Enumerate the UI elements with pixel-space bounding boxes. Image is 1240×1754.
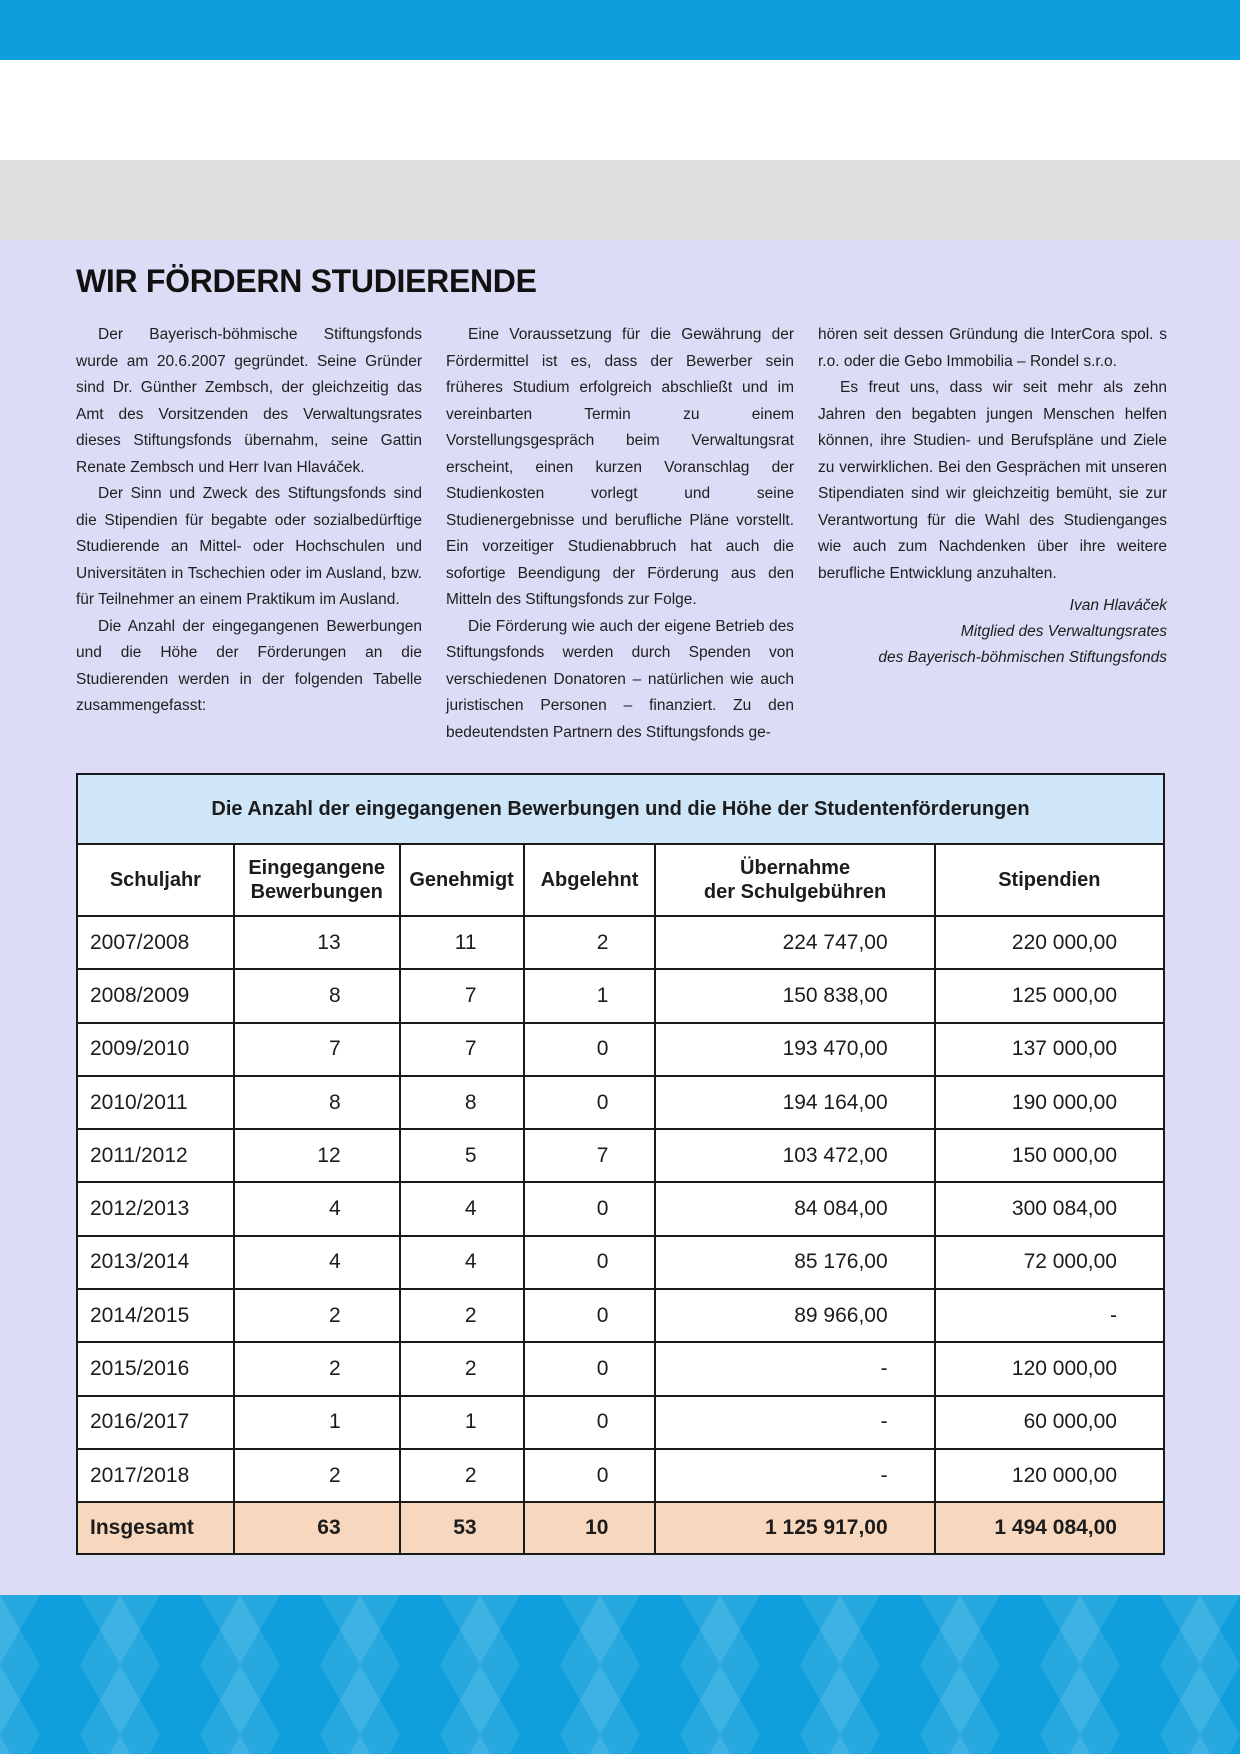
cell-rejected: 0 xyxy=(524,1289,656,1342)
cell-scholarships: 220 000,00 xyxy=(935,916,1164,969)
cell-rejected: 2 xyxy=(524,916,656,969)
cell-approved: 2 xyxy=(400,1289,524,1342)
cell-fees: 84 084,00 xyxy=(655,1182,934,1235)
diamond-pattern-footer xyxy=(0,1595,1240,1754)
header-fees-line2: der Schulgebühren xyxy=(703,881,887,903)
signature-block xyxy=(818,593,1167,671)
paragraph: Die Anzahl der eingegangenen Bewerbungen und die Höhe der Förderungen an die Studierenden werden in der folgenden Tabelle zusammengefasst: xyxy=(76,617,422,714)
cell-year: 2016/2017 xyxy=(77,1396,234,1449)
header-applications-line1: Eingegangene xyxy=(248,857,386,879)
cell-year: 2012/2013 xyxy=(77,1182,234,1235)
cell-applications: 7 xyxy=(234,1023,400,1076)
paragraph: Es freut uns, dass wir seit mehr als zehn Jahren den begabten jungen Menschen helfen können, ihre Studien- und Berufspläne und Ziele zu verwirklichen. Bei den Gesprächen mit unseren Stipendiaten sind wir gleichzeitig bemüht, sie zur Verantwortung für die Wahl des Studienganges wie auch zum Nachdenken über ihre weitere berufliche Entwicklung anzuhalten. xyxy=(818,379,1167,582)
cell-approved: 4 xyxy=(400,1182,524,1235)
cell-applications: 2 xyxy=(234,1289,400,1342)
header-scholarships: Stipendien xyxy=(935,844,1164,916)
total-rejected: 10 xyxy=(524,1502,656,1554)
header-approved: Genehmigt xyxy=(400,844,524,916)
header-rejected: Abgelehnt xyxy=(524,844,656,916)
cell-applications: 4 xyxy=(234,1236,400,1289)
text-column-3 xyxy=(818,322,1167,671)
table-row xyxy=(77,1129,1164,1182)
paragraph-continuation: hören seit dessen Gründung die InterCora spol. s r.o. oder die Gebo Immobilia – Rondel s.r.o. xyxy=(818,326,1167,370)
cell-fees: 150 838,00 xyxy=(655,969,934,1022)
cell-fees: 103 472,00 xyxy=(655,1129,934,1182)
cell-rejected: 0 xyxy=(524,1182,656,1235)
cell-applications: 13 xyxy=(234,916,400,969)
total-applications: 63 xyxy=(234,1502,400,1554)
funding-table xyxy=(76,773,1165,1555)
cell-approved: 2 xyxy=(400,1342,524,1395)
header-year: Schuljahr xyxy=(77,844,234,916)
cell-rejected: 0 xyxy=(524,1236,656,1289)
table-row xyxy=(77,1236,1164,1289)
header-blank-band xyxy=(0,60,1240,160)
table-row xyxy=(77,1076,1164,1129)
signature-name: Ivan Hlaváček xyxy=(1069,597,1167,614)
total-approved: 53 xyxy=(400,1502,524,1554)
paragraph: Der Sinn und Zweck des Stiftungsfonds sind die Stipendien für begabte oder sozialbedürftige Studierende an Mittel- oder Hochschulen und Universitäten in Tschechien oder im Ausland, bzw. für Teilnehmer an einem Praktikum im Ausland. xyxy=(76,485,422,608)
cell-approved: 2 xyxy=(400,1449,524,1502)
table-caption: Die Anzahl der eingegangenen Bewerbungen und die Höhe der Studentenförderungen xyxy=(77,774,1164,844)
cell-scholarships: 125 000,00 xyxy=(935,969,1164,1022)
table-row xyxy=(77,1289,1164,1342)
table-header-row xyxy=(77,844,1164,916)
header-fees xyxy=(655,844,934,916)
cell-approved: 7 xyxy=(400,1023,524,1076)
cell-fees: 85 176,00 xyxy=(655,1236,934,1289)
cell-year: 2011/2012 xyxy=(77,1129,234,1182)
cell-approved: 5 xyxy=(400,1129,524,1182)
cell-scholarships: - xyxy=(935,1289,1164,1342)
cell-scholarships: 120 000,00 xyxy=(935,1342,1164,1395)
paragraph: Der Bayerisch-böhmische Stiftungsfonds wurde am 20.6.2007 gegründet. Seine Gründer sind Dr. Günther Zembsch, der gleichzeitig das Amt des Vorsitzenden des Verwaltungsrates dieses Stiftungsfonds übernahm, seine Gattin Renate Zembsch und Herr Ivan Hlaváček. xyxy=(76,326,422,476)
signature-role: Mitglied des Verwaltungsrates xyxy=(960,623,1167,640)
paragraph: Eine Voraussetzung für die Gewährung der Fördermittel ist es, dass der Bewerber sein früheres Studium erfolgreich abschließt und im vereinbarten Termin zu einem Vorstellungsgespräch beim Verwaltungsrat erscheint, einen kurzen Voranschlag der Studienkosten vorlegt und seine Studienergebnisse und berufliche Pläne vorstellt. Ein vorzeitiger Studienabbruch hat auch die sofortige Beendigung der Förderung aus den Mitteln des Stiftungsfonds zur Folge. xyxy=(446,326,794,608)
cell-applications: 8 xyxy=(234,1076,400,1129)
cell-scholarships: 137 000,00 xyxy=(935,1023,1164,1076)
total-scholarships: 1 494 084,00 xyxy=(935,1502,1164,1554)
table-row xyxy=(77,1342,1164,1395)
cell-fees: 194 164,00 xyxy=(655,1076,934,1129)
cell-scholarships: 150 000,00 xyxy=(935,1129,1164,1182)
paragraph: Die Förderung wie auch der eigene Betrieb des Stiftungsfonds werden durch Spenden von verschiedenen Donatoren – natürlichen wie auch juristischen Personen – finanziert. Zu den bedeutendsten Partnern des Stiftungsfonds ge- xyxy=(446,617,794,741)
cell-applications: 4 xyxy=(234,1182,400,1235)
header-applications xyxy=(234,844,400,916)
cell-applications: 12 xyxy=(234,1129,400,1182)
total-label: Insgesamt xyxy=(77,1502,234,1554)
total-fees: 1 125 917,00 xyxy=(655,1502,934,1554)
cell-rejected: 1 xyxy=(524,969,656,1022)
funding-table-container xyxy=(76,773,1165,1555)
cell-year: 2007/2008 xyxy=(77,916,234,969)
cell-fees: 89 966,00 xyxy=(655,1289,934,1342)
cell-rejected: 0 xyxy=(524,1396,656,1449)
cell-rejected: 7 xyxy=(524,1129,656,1182)
cell-approved: 8 xyxy=(400,1076,524,1129)
cell-applications: 2 xyxy=(234,1449,400,1502)
header-applications-line2: Bewerbungen xyxy=(250,881,383,903)
cell-year: 2009/2010 xyxy=(77,1023,234,1076)
cell-applications: 1 xyxy=(234,1396,400,1449)
cell-rejected: 0 xyxy=(524,1449,656,1502)
cell-scholarships: 60 000,00 xyxy=(935,1396,1164,1449)
cell-year: 2008/2009 xyxy=(77,969,234,1022)
cell-scholarships: 190 000,00 xyxy=(935,1076,1164,1129)
top-color-bar xyxy=(0,0,1240,60)
cell-scholarships: 120 000,00 xyxy=(935,1449,1164,1502)
cell-year: 2014/2015 xyxy=(77,1289,234,1342)
table-row xyxy=(77,1449,1164,1502)
cell-fees: - xyxy=(655,1342,934,1395)
cell-approved: 1 xyxy=(400,1396,524,1449)
cell-scholarships: 72 000,00 xyxy=(935,1236,1164,1289)
cell-rejected: 0 xyxy=(524,1076,656,1129)
cell-fees: 193 470,00 xyxy=(655,1023,934,1076)
header-fees-line1: Übernahme xyxy=(740,857,851,879)
cell-approved: 11 xyxy=(400,916,524,969)
table-row xyxy=(77,1182,1164,1235)
cell-fees: - xyxy=(655,1396,934,1449)
text-column-2 xyxy=(446,322,794,746)
cell-year: 2015/2016 xyxy=(77,1342,234,1395)
cell-rejected: 0 xyxy=(524,1023,656,1076)
cell-year: 2013/2014 xyxy=(77,1236,234,1289)
cell-applications: 2 xyxy=(234,1342,400,1395)
table-row xyxy=(77,969,1164,1022)
cell-year: 2017/2018 xyxy=(77,1449,234,1502)
cell-year: 2010/2011 xyxy=(77,1076,234,1129)
text-column-1 xyxy=(76,322,422,720)
cell-rejected: 0 xyxy=(524,1342,656,1395)
table-body xyxy=(77,916,1164,1502)
page-title: WIR FÖRDERN STUDIERENDE xyxy=(76,263,537,299)
table-row xyxy=(77,1023,1164,1076)
signature-organization: des Bayerisch-böhmischen Stiftungsfonds xyxy=(878,649,1167,666)
cell-fees: 224 747,00 xyxy=(655,916,934,969)
table-total-row xyxy=(77,1502,1164,1554)
cell-scholarships: 300 084,00 xyxy=(935,1182,1164,1235)
cell-fees: - xyxy=(655,1449,934,1502)
grey-header-band xyxy=(0,160,1240,240)
cell-approved: 4 xyxy=(400,1236,524,1289)
table-row xyxy=(77,1396,1164,1449)
cell-approved: 7 xyxy=(400,969,524,1022)
cell-applications: 8 xyxy=(234,969,400,1022)
table-row xyxy=(77,916,1164,969)
